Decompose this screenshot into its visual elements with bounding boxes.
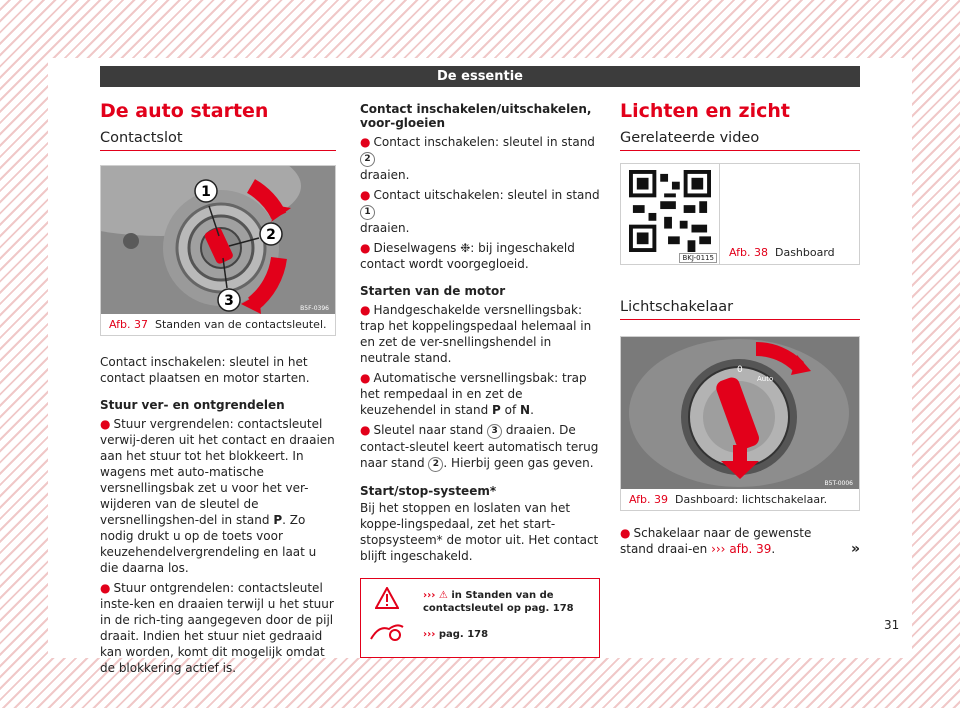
column-1: [100, 96, 336, 676]
fig-label-1: 1: [201, 184, 211, 200]
figure-link[interactable]: ››› afb. 39: [711, 542, 772, 556]
chapter-header: De essentie: [100, 66, 860, 87]
figure-37: [100, 165, 336, 336]
column-3: [620, 96, 860, 557]
figure-39-caption: Afb. 39 Dashboard: lichtschakelaar.: [629, 493, 828, 506]
bullet-lock-steering: ● Stuur vergrendelen: contactsleutel verwij-deren uit het contact en draaien aan het stuur tot het blokkeert. In wagens met auto-matische versnellingsbak zet u voor het ver-wijderen van de sleutel de versnellingshen-del in stand P. Zo nodig drukt u op de toets voor keuzehendelvergrendeling en laat u die daarna los.: [100, 417, 335, 575]
bullet-manual-gearbox: ● Handgeschakelde versnellingsbak: trap het koppelingspedaal helemaal in en zet de ver-snellingshendel in neutrale stand.: [360, 303, 592, 365]
intro-text: Contact inschakelen: sleutel in het contact plaatsen en motor starten.: [100, 355, 310, 385]
figure-38-caption: Afb. 38 Dashboard: [729, 246, 835, 259]
continue-marker: »: [850, 541, 860, 557]
bullet-turn-key-start: ● Sleutel naar stand 3 draaien. De contact-sleutel keert automatisch terug naar stand 2 . Hierbij geen gas geven.: [360, 423, 599, 470]
figure-38: [620, 163, 860, 265]
column-2: [360, 102, 600, 658]
start-stop-text: Bij het stoppen en loslaten van het koppe-lingspedaal, zet het start-stopsysteem* de motor uit. Het contact blijft ingeschakeld.: [360, 501, 599, 563]
note-reference[interactable]: ››› pag. 178: [423, 629, 489, 640]
qr-code-box[interactable]: [621, 164, 720, 264]
page-number: 31: [884, 618, 900, 632]
bullet-ignition-on: ● Contact inschakelen: sleutel in stand 2 draaien.: [360, 135, 595, 182]
environment-note-icon: [369, 621, 405, 643]
warning-triangle-icon: [375, 587, 399, 609]
subheading-start-engine: Starten van de motor: [360, 284, 506, 298]
light-switch-image: [621, 337, 859, 489]
warning-reference[interactable]: ››› ⚠ in Standen van de contactsleutel op pag. 178: [423, 590, 574, 614]
bullet-diesel-preglow: ● Dieselwagens ❉: bij ingeschakeld contact wordt voorgegloeid.: [360, 241, 575, 271]
subheading-ignition: Contact inschakelen/uitschakelen, voor-gloeien: [360, 102, 592, 130]
warning-box: [360, 578, 600, 658]
subheading-steering-lock: Stuur ver- en ontgrendelen: [100, 398, 285, 412]
figure-39-code: B5T-0006: [824, 480, 853, 487]
section-subtitle-video: Gerelateerde video: [620, 130, 860, 151]
qr-code-icon: [629, 170, 711, 252]
figure-code: B5F-0396: [300, 305, 329, 312]
ignition-switch-image: [101, 166, 335, 314]
bullet-ignition-off: ● Contact uitschakelen: sleutel in stand 1 draaien.: [360, 188, 600, 235]
figure-caption: [101, 314, 335, 335]
bullet-turn-switch: ● Schakelaar naar de gewenste stand draai-en ››› afb. 39. »: [620, 526, 860, 557]
switch-label-0: 0: [737, 365, 743, 375]
subheading-start-stop: Start/stop-systeem*: [360, 484, 497, 498]
section-title-lights: Lichten en zicht: [620, 100, 790, 122]
fig-label-3: 3: [224, 293, 234, 309]
section-title: De auto starten: [100, 100, 269, 122]
switch-label-auto: Auto: [757, 375, 774, 383]
figure-number: Afb. 37: [109, 318, 148, 331]
bullet-automatic-gearbox: ● Automatische versnellingsbak: trap het rempedaal in en zet de keuzehendel in stand P of N.: [360, 371, 587, 417]
figure-39: [620, 336, 860, 511]
section-subtitle: Contactslot: [100, 130, 336, 151]
fig-label-2: 2: [266, 227, 276, 243]
figure-caption-text: Standen van de contactsleutel.: [154, 318, 327, 331]
section-subtitle-light-switch: Lichtschakelaar: [620, 299, 860, 320]
qr-code-label: BKJ-0115: [679, 253, 717, 263]
bullet-unlock-steering: ● Stuur ontgrendelen: contactsleutel inste-ken en draaien terwijl u het stuur in de rich-ting aangegeven door de pijl draait. Indien het stuur niet gedraaid kan worden, komt dit mogelijk omdat de blokkering actief is.: [100, 581, 334, 675]
